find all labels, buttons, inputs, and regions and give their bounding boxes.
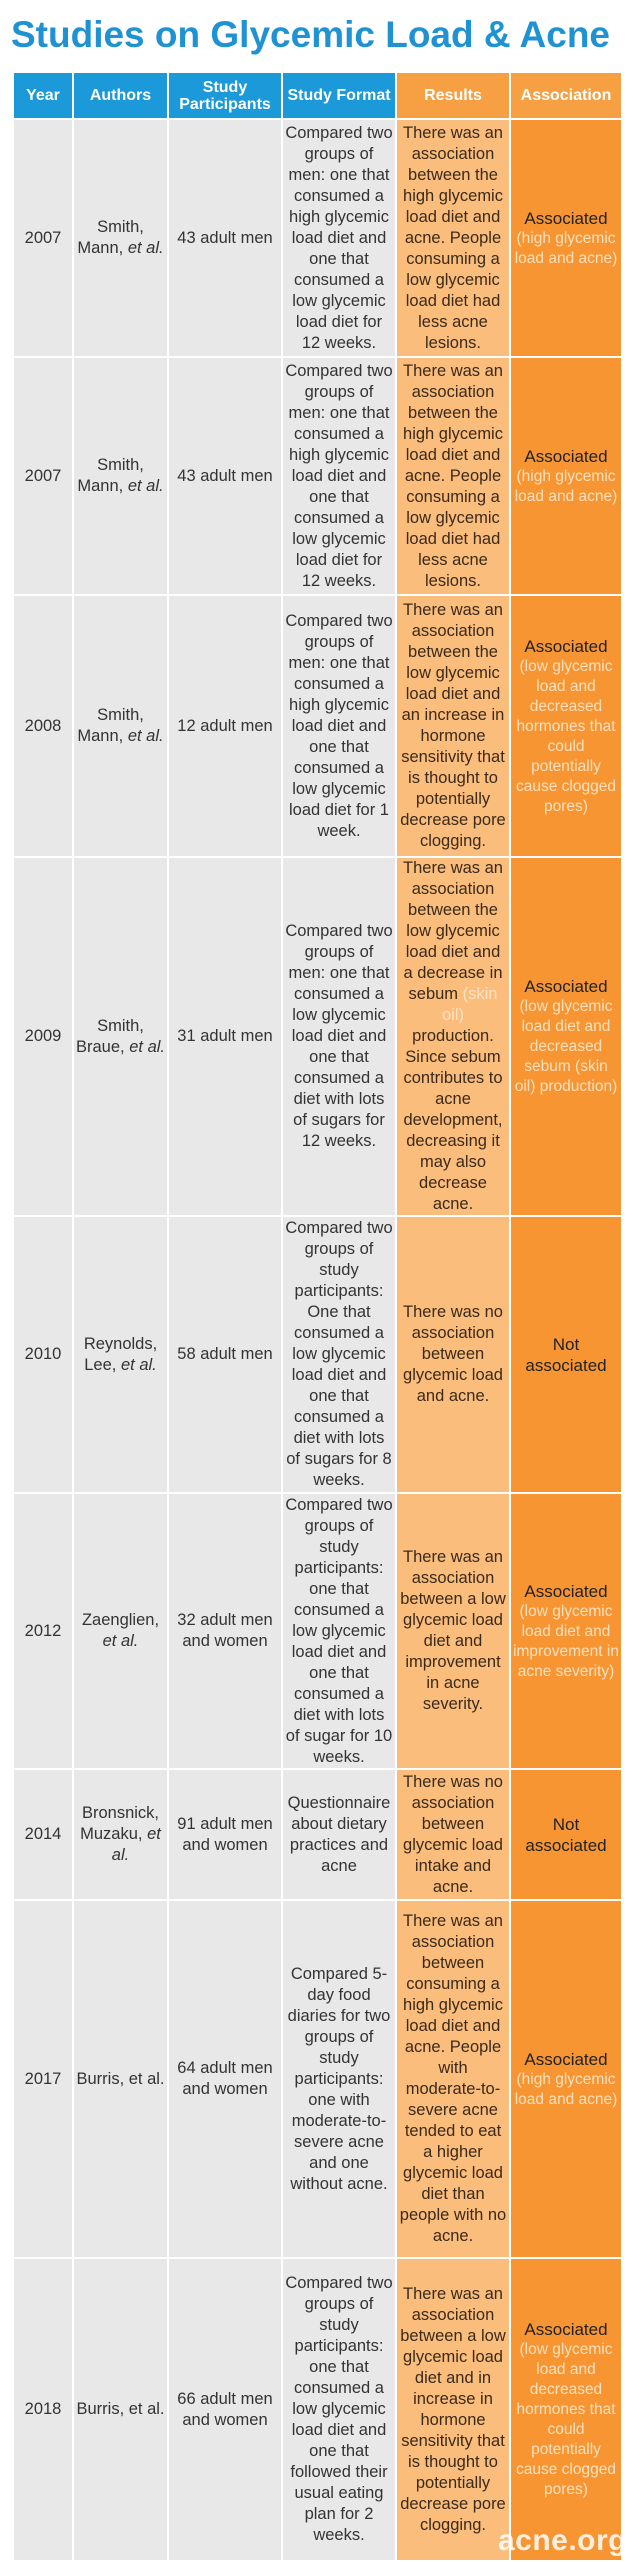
cell-association (510, 2258, 622, 2561)
cell-format: Compared two groups of men: one that consumed a high glycemic load diet and one that consumed a low glycemic load diet for 12 weeks. (282, 357, 396, 595)
cell-format: Compared two groups of study participants: one that consumed a low glycemic load diet and one that consumed a diet with lots of sugar for 10 weeks. (282, 1493, 396, 1769)
cell-year: 2010 (13, 1216, 73, 1493)
cell-participants: 64 adult men and women (168, 1900, 282, 2258)
cell-year: 2009 (13, 857, 73, 1216)
authors-etal: et al. (127, 477, 164, 495)
association-note: (low glycemic load and decreased hormones that could potentially cause clogged pores) (516, 2341, 616, 2498)
table-row (13, 357, 622, 595)
table-row (13, 1900, 622, 2258)
cell-participants: 58 adult men (168, 1216, 282, 1493)
result-text: There was an association between the high glycemic load diet and acne. People consuming a low glycemic load diet had less acne lesions. (403, 123, 503, 352)
cell-participants: 43 adult men (168, 119, 282, 357)
authors-etal: et al. (120, 1355, 157, 1374)
association-label: Associated (524, 446, 608, 466)
result-text: There was an association between the low glycemic load diet and a decrease in sebum (403, 859, 503, 1003)
result-text: There was an association between consuming a high glycemic load diet and acne. People with moderate-to-severe acne tended to eat a higher glycemic load diet than people with no acne. (399, 1912, 507, 2245)
cell-authors (73, 1493, 168, 1769)
cell-year: 2007 (13, 119, 73, 357)
cell-association (510, 857, 622, 1216)
cell-year: 2007 (13, 357, 73, 595)
association-note: (low glycemic load and decreased hormones that could potentially cause clogged pores) (516, 657, 616, 815)
authors-etal: et al. (127, 727, 164, 745)
cell-year: 2008 (13, 595, 73, 857)
cell-year: 2014 (13, 1769, 73, 1900)
result-text: There was an association between a low glycemic load diet and improvement in acne severity. (400, 1548, 506, 1713)
cell-format: Compared 5-day food diaries for two groups of study participants: one with moderate-to-severe acne and one without acne. (282, 1900, 396, 2258)
association-label: Associated (524, 208, 608, 228)
association-label: Not associated (525, 1334, 607, 1375)
cell-association (510, 1900, 622, 2258)
authors-text: Reynolds, Lee, (83, 1334, 158, 1374)
cell-format: Compared two groups of study participants: one that consumed a low glycemic load diet and one that followed their usual eating plan for 2 weeks. (282, 2258, 396, 2561)
association-note: (high glycemic load and acne) (514, 467, 618, 505)
authors-text: Smith, Mann, (77, 456, 144, 495)
authors-etal: et al. (111, 1825, 161, 1864)
result-text: There was no association between glycemic load and acne. (403, 1303, 503, 1405)
cell-authors (73, 1769, 168, 1900)
cell-format: Compared two groups of study participants: One that consumed a low glycemic load diet and one that consumed a diet with lots of sugars for 8 weeks. (282, 1216, 396, 1493)
association-label: Associated (524, 636, 608, 656)
result-text: There was an association between a low glycemic load diet and in increase in hormone sensitivity that is thought to potentially decrease pore clogging. (400, 2284, 506, 2534)
authors-etal: et al. (129, 1037, 165, 1056)
association-label: Associated (524, 2049, 608, 2069)
cell-result (396, 595, 510, 857)
studies-table (12, 71, 623, 2562)
cell-association (510, 357, 622, 595)
cell-authors (73, 357, 168, 595)
table-row (13, 595, 622, 857)
cell-authors (73, 595, 168, 857)
association-label: Associated (524, 977, 608, 996)
cell-authors (73, 119, 168, 357)
authors-text: Zaenglien, (81, 1611, 160, 1629)
cell-result (396, 857, 510, 1216)
association-label: Associated (524, 2320, 608, 2339)
result-text: There was an association between the high glycemic load diet and acne. People consuming a low glycemic load diet had less acne lesions. (403, 361, 503, 590)
header-participants: Study Participants (168, 72, 282, 119)
cell-authors (73, 857, 168, 1216)
acne-org-watermark: acne.org (497, 2524, 627, 2557)
cell-result (396, 119, 510, 357)
result-soft-text: (skin oil) (441, 985, 498, 1024)
header-association: Association (510, 72, 622, 119)
cell-format: Compared two groups of men: one that consumed a high glycemic load diet and one that consumed a low glycemic load diet for 12 weeks. (282, 119, 396, 357)
table-row (13, 1493, 622, 1769)
cell-year: 2017 (13, 1900, 73, 2258)
cell-authors (73, 1216, 168, 1493)
header-results: Results (396, 72, 510, 119)
cell-format: Compared two groups of men: one that consumed a low glycemic load diet and one that consumed a diet with lots of sugars for 12 weeks. (282, 857, 396, 1216)
header-year: Year (13, 72, 73, 119)
result-text-after: production. Since sebum contributes to acne development, decreasing it may also decrease acne. (403, 1027, 503, 1213)
authors-text: Smith, Braue, (76, 1016, 144, 1056)
result-text: There was an association between the low glycemic load diet and an increase in hormone sensitivity that is thought to potentially decrease pore clogging. (400, 601, 506, 850)
page-title: Studies on Glycemic Load & Acne (11, 14, 610, 55)
cell-format: Compared two groups of men: one that consumed a high glycemic load diet and one that consumed a low glycemic load diet for 1 week. (282, 595, 396, 857)
table-row (13, 2258, 622, 2561)
table-row (13, 857, 622, 1216)
cell-authors (73, 1900, 168, 2258)
cell-year: 2012 (13, 1493, 73, 1769)
authors-text: Burris, et al. (76, 2400, 165, 2418)
cell-result (396, 1769, 510, 1900)
cell-association (510, 1769, 622, 1900)
cell-year: 2018 (13, 2258, 73, 2561)
cell-authors (73, 2258, 168, 2561)
cell-association (510, 595, 622, 857)
cell-result (396, 1493, 510, 1769)
result-text: There was no association between glycemic load intake and acne. (403, 1772, 503, 1896)
association-note: (high glycemic load and acne) (514, 229, 618, 267)
authors-etal: et al. (102, 1632, 139, 1650)
cell-result (396, 1900, 510, 2258)
table-row (13, 119, 622, 357)
cell-participants: 66 adult men and women (168, 2258, 282, 2561)
authors-text: Bronsnick, Muzaku, (80, 1804, 160, 1843)
table-row (13, 1769, 622, 1900)
table-row (13, 1216, 622, 1493)
cell-participants: 91 adult men and women (168, 1769, 282, 1900)
association-label: Not associated (525, 1814, 607, 1855)
authors-text: Burris, et al. (76, 2069, 165, 2088)
authors-etal: et al. (127, 239, 164, 257)
authors-text: Smith, Mann, (77, 706, 144, 745)
cell-participants: 43 adult men (168, 357, 282, 595)
cell-participants: 31 adult men (168, 857, 282, 1216)
authors-text: Smith, Mann, (77, 218, 144, 257)
cell-association (510, 119, 622, 357)
header-row (13, 72, 622, 119)
cell-result (396, 1216, 510, 1493)
header-format: Study Format (282, 72, 396, 119)
association-note: (high glycemic load and acne) (514, 2070, 618, 2108)
cell-participants: 12 adult men (168, 595, 282, 857)
cell-format: Questionnaire about dietary practices and acne (282, 1769, 396, 1900)
header-authors: Authors (73, 72, 168, 119)
cell-participants: 32 adult men and women (168, 1493, 282, 1769)
cell-association (510, 1493, 622, 1769)
association-note: (low glycemic load diet and decreased sebum (skin oil) production) (514, 998, 618, 1095)
cell-association (510, 1216, 622, 1493)
association-label: Associated (524, 1581, 608, 1601)
cell-result (396, 2258, 510, 2561)
cell-result (396, 357, 510, 595)
association-note: (low glycemic load diet and improvement in acne severity) (513, 1602, 619, 1680)
